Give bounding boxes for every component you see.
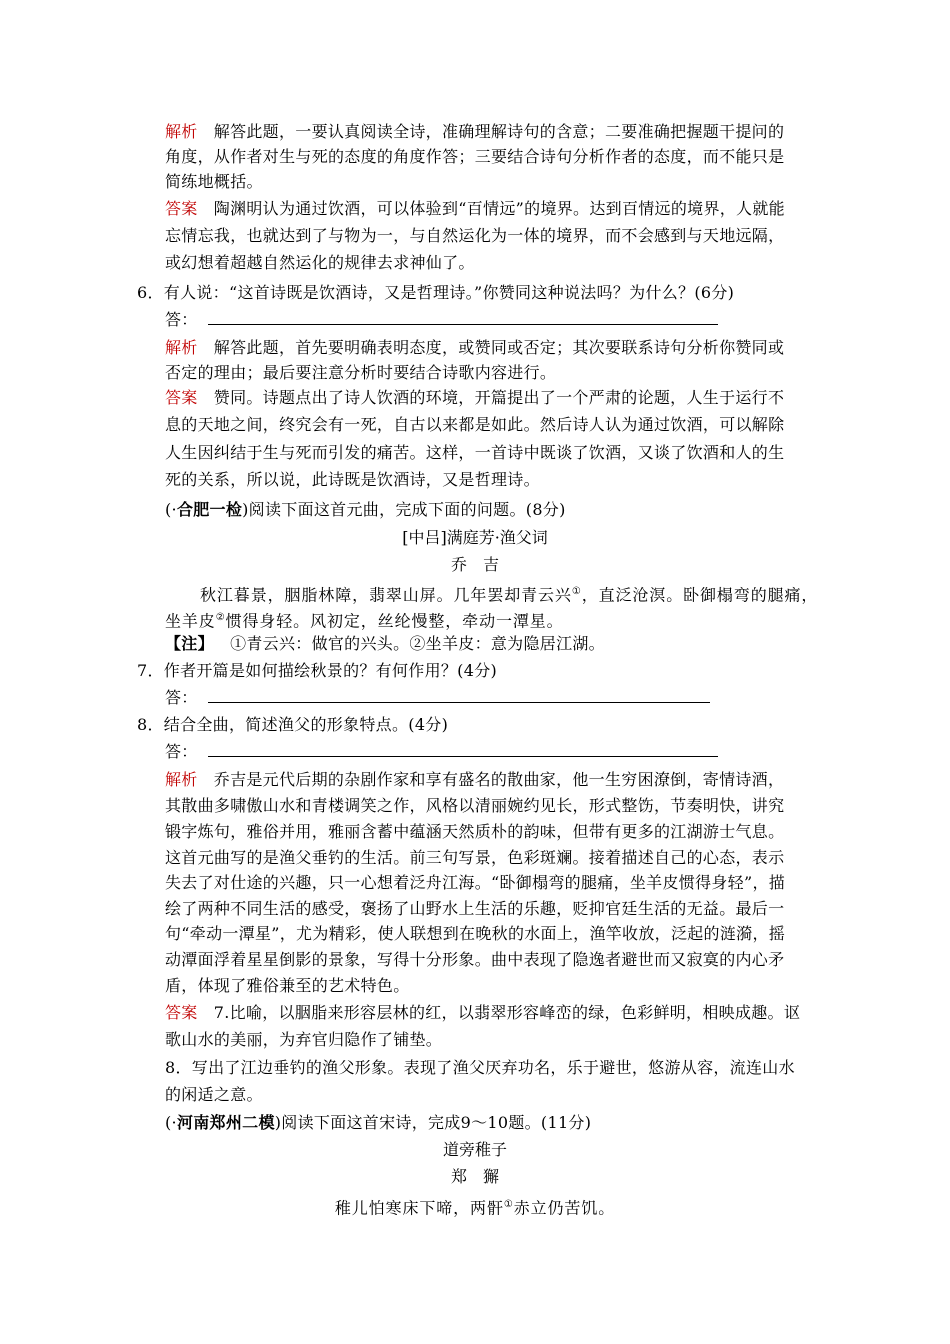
poem-line-1: 秋江暮景，胭脂林障，翡翠山屏。几年罢却青云兴①，直泛沧溟。卧御榻弯的腿痛， <box>200 585 819 605</box>
q8-answer-text-line-3: 8．写出了江边垂钓的渔父形象。表现了渔父厌弃功名，乐于避世，悠游从容，流连山水 <box>165 1058 795 1077</box>
poem-author: 郑 獬 <box>450 1167 499 1186</box>
q8-answer-blank[interactable] <box>208 742 718 757</box>
q6-answer-line: 答： <box>165 308 718 332</box>
poem-author: 乔 吉 <box>450 555 499 574</box>
q6-answer-text-line-4: 死的关系，所以说，此诗既是饮酒诗，又是哲理诗。 <box>165 470 540 489</box>
q5-analysis-line-3: 简练地概括。 <box>165 172 263 191</box>
answer-label: 答案 <box>165 1003 198 1022</box>
source-name: 合肥一检 <box>176 500 243 519</box>
q5-analysis-line-1: 解析 解答此题，一要认真阅读全诗，准确理解诗句的含意；二要准确把握题干提问的 <box>165 122 785 141</box>
analysis-label: 解析 <box>165 338 198 357</box>
q8-analysis-line-4: 这首元曲写的是渔父垂钓的生活。前三句写景，色彩斑斓。接着描述自己的心态，表示 <box>165 848 785 867</box>
answer-label: 答案 <box>165 388 198 407</box>
q7-answer-blank[interactable] <box>208 688 710 703</box>
note-label: 【注】 <box>165 634 214 653</box>
answer-label: 答案 <box>165 199 198 218</box>
q8-answer-text-line-1: 答案 7.比喻，以胭脂来形容层林的红，以翡翠形容峰峦的绿，色彩鲜明，相映成趣。讴 <box>165 1003 801 1022</box>
q6-answer-text-line-2: 息的天地之间，终究会有一死，自古以来都是如此。然后诗人认为通过饮酒，可以解除 <box>165 415 785 434</box>
q5-answer-line-1: 答案 陶渊明认为通过饮酒，可以体验到“百情远”的境界。达到百情远的境界，人就能 <box>165 199 785 218</box>
poem-title: [中吕]满庭芳·渔父词 <box>402 528 548 547</box>
poem-title: 道旁稚子 <box>442 1140 507 1159</box>
q7-answer-line: 答： <box>165 686 710 710</box>
q6-analysis-line-2: 否定的理由；最后要注意分析时要结合诗歌内容进行。 <box>165 363 557 382</box>
q8-analysis-line-1: 解析 乔吉是元代后期的杂剧作家和享有盛名的散曲家，他一生穷困潦倒，寄情诗酒， <box>165 770 785 789</box>
q6-analysis-line-1: 解析 解答此题，首先要明确表明态度，或赞同或否定；其次要联系诗句分析你赞同或 <box>165 338 785 357</box>
analysis-label: 解析 <box>165 770 198 789</box>
q8-analysis-line-7: 句“牵动一潭星”，尤为精彩，使人联想到在晚秋的水面上，渔竿收放，泛起的涟漪，摇 <box>165 924 786 943</box>
q6-answer-text-line-1: 答案 赞同。诗题点出了诗人饮酒的环境，开篇提出了一个严肃的论题，人生于运行不 <box>165 388 785 407</box>
q8-analysis-line-9: 盾，体现了雅俗兼至的艺术特色。 <box>165 976 410 995</box>
q7-question: 7．作者开篇是如何描绘秋景的？有何作用？(4分) <box>137 661 498 680</box>
q8-answer-text-line-4: 的闲适之意。 <box>165 1085 263 1104</box>
poem-line-1: 稚儿怕寒床下啼，两骭①赤立仍苦饥。 <box>334 1198 616 1218</box>
q8-analysis-line-6: 绘了两种不同生活的感受，褒扬了山野水上生活的乐趣，贬抑官廷生活的无益。最后一 <box>165 899 785 918</box>
q8-answer-line: 答： <box>165 740 718 764</box>
q6-answer-text-line-3: 人生因纠结于生与死而引发的痛苦。这样，一首诗中既谈了饮酒，又谈了饮酒和人的生 <box>165 443 785 462</box>
analysis-label: 解析 <box>165 122 198 141</box>
q6-question: 6．有人说：“这首诗既是饮酒诗，又是哲理诗。”你赞同这种说法吗？为什么？(6分) <box>137 283 735 302</box>
poem-notes: 【注】 ①青云兴：做官的兴头。②坐羊皮：意为隐居江湖。 <box>165 634 605 653</box>
q6-answer-blank[interactable] <box>208 310 718 325</box>
q8-analysis-line-5: 失去了对仕途的兴趣，只一心想着泛舟江海。“卧御榻弯的腿痛，坐羊皮惯得身轻”，描 <box>165 873 786 892</box>
q5-answer-line-2: 忘情忘我，也就达到了与物为一，与自然运化为一体的境界，而不会感到与天地远隔， <box>165 226 785 245</box>
q5-analysis-line-2: 角度，从作者对生与死的态度的角度作答；三要结合诗句分析作者的态度，而不能只是 <box>165 147 785 166</box>
q8-answer-text-line-2: 歌山水的美丽，为弃官归隐作了铺垫。 <box>165 1030 443 1049</box>
q8-analysis-line-3: 锻字炼句，雅俗并用，雅丽含蓄中蕴涵天然质朴的韵味，但带有更多的江湖游士气息。 <box>165 822 785 841</box>
section3-intro: (·河南郑州二模)阅读下面这首宋诗，完成9～10题。(11分) <box>165 1113 592 1132</box>
source-name: 河南郑州二模 <box>176 1113 275 1132</box>
q5-answer-line-3: 或幻想着超越自然运化的规律去求神仙了。 <box>165 253 475 272</box>
q8-analysis-line-2: 其散曲多啸傲山水和青楼调笑之作，风格以清丽婉约见长，形式整饬，节奏明快，讲究 <box>165 796 785 815</box>
poem-line-2: 坐羊皮②惯得身轻。风初定，丝纶慢整，牵动一潭星。 <box>165 611 564 631</box>
q8-question: 8．结合全曲，简述渔父的形象特点。(4分) <box>137 715 449 734</box>
q8-analysis-line-8: 动潭面浮着星星倒影的景象，写得十分形象。曲中表现了隐逸者避世而又寂寞的内心矛 <box>165 950 785 969</box>
section2-intro: (·合肥一检)阅读下面这首元曲，完成下面的问题。(8分) <box>165 500 566 519</box>
